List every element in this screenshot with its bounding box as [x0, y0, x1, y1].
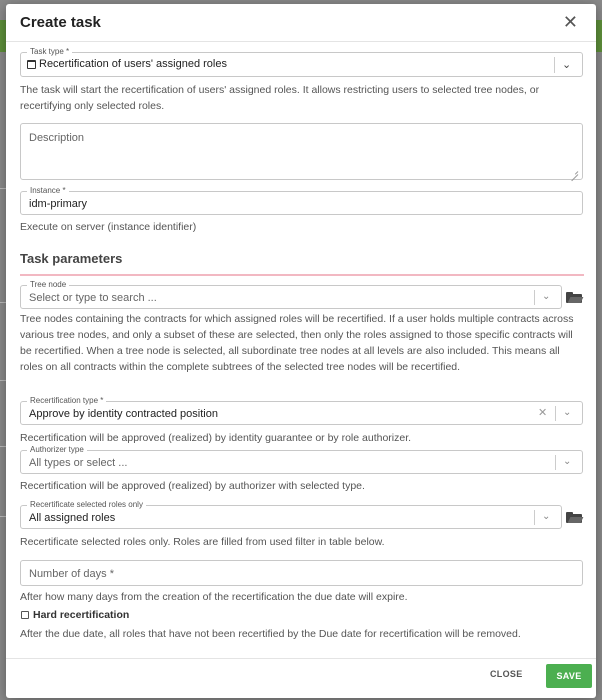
chevron-down-icon[interactable]: ⌄ — [562, 59, 572, 71]
instance-label: Instance * — [27, 186, 69, 196]
select-divider — [555, 406, 556, 421]
number-of-days-help: After how many days from the creation of the recertification the due date will expire. — [20, 591, 408, 603]
task-type-help: The task will start the recertification of users' assigned roles. It allows restricting users to selected tree nodes, or recertifying only selected roles. — [20, 84, 540, 112]
select-divider — [555, 455, 556, 470]
authorizer-type-placeholder: All types or select ... — [29, 457, 128, 469]
recertification-type-label: Recertification type * — [27, 396, 106, 406]
tree-node-help: Tree nodes containing the contracts for which assigned roles will be recertified. If a user holds multiple contracts across various tree nodes, and only a subset of these are selected, then only the roles assigned to those specific contracts will be recertified. When a tree node is selected, all subordinate tree nodes at all levels are also included. This means all roles on all contracts within the complete subtrees of the selected tree nodes will be recertified. — [20, 313, 574, 373]
chevron-down-icon[interactable]: ⌄ — [563, 456, 572, 467]
clear-icon[interactable]: ✕ — [538, 407, 548, 419]
create-task-dialog — [6, 4, 596, 698]
chevron-down-icon[interactable]: ⌄ — [563, 407, 572, 418]
task-type-value: Recertification of users' assigned roles — [39, 58, 227, 70]
hard-recertification-label[interactable]: Hard recertification — [33, 609, 130, 621]
save-button[interactable]: SAVE — [546, 664, 592, 688]
authorizer-type-help: Recertification will be approved (realized) by authorizer with selected type. — [20, 480, 365, 492]
description-textarea[interactable] — [20, 123, 583, 180]
selected-roles-select[interactable] — [20, 500, 562, 529]
recertification-type-help: Recertification will be approved (realized) by identity guarantee or by role authorizer. — [20, 432, 412, 444]
close-button[interactable]: CLOSE — [490, 669, 523, 679]
close-icon[interactable]: ✕ — [562, 12, 578, 32]
tree-node-placeholder: Select or type to search ... — [29, 292, 157, 304]
task-type-label: Task type * — [27, 47, 72, 57]
section-divider — [20, 274, 584, 276]
resize-handle-icon[interactable] — [571, 169, 578, 176]
authorizer-type-label: Authorizer type — [27, 445, 87, 455]
dialog-footer — [6, 658, 596, 698]
select-divider — [534, 290, 535, 305]
dialog-title: Create task — [20, 14, 101, 31]
recertification-type-value: Approve by identity contracted position — [29, 408, 218, 420]
task-parameters-heading: Task parameters — [20, 251, 123, 266]
folder-open-icon[interactable] — [566, 512, 582, 523]
description-placeholder: Description — [29, 132, 85, 144]
folder-open-icon[interactable] — [566, 292, 582, 303]
dialog-header — [6, 4, 596, 42]
chevron-down-icon[interactable]: ⌄ — [542, 511, 551, 522]
authorizer-type-select[interactable] — [20, 445, 583, 474]
instance-input[interactable] — [20, 186, 583, 215]
selected-roles-value: All assigned roles — [29, 512, 116, 524]
instance-help: Execute on server (instance identifier) — [20, 221, 197, 233]
selected-roles-label: Recertificate selected roles only — [27, 500, 146, 510]
select-divider — [554, 57, 555, 73]
task-type-select[interactable] — [20, 47, 583, 77]
tree-node-select[interactable] — [20, 280, 562, 309]
number-of-days-input[interactable] — [20, 560, 583, 586]
recertification-type-select[interactable] — [20, 396, 583, 425]
calendar-icon — [27, 60, 36, 69]
selected-roles-help: Recertificate selected roles only. Roles are filled from used filter in table below. — [20, 536, 385, 548]
select-divider — [534, 510, 535, 525]
hard-recertification-help: After the due date, all roles that have not been recertified by the Due date for recertification will be removed. — [20, 628, 521, 640]
chevron-down-icon[interactable]: ⌄ — [542, 291, 551, 302]
tree-node-label: Tree node — [27, 280, 69, 290]
instance-value: idm-primary — [29, 198, 88, 210]
number-of-days-placeholder: Number of days * — [29, 568, 114, 580]
hard-recertification-checkbox[interactable] — [21, 611, 29, 619]
